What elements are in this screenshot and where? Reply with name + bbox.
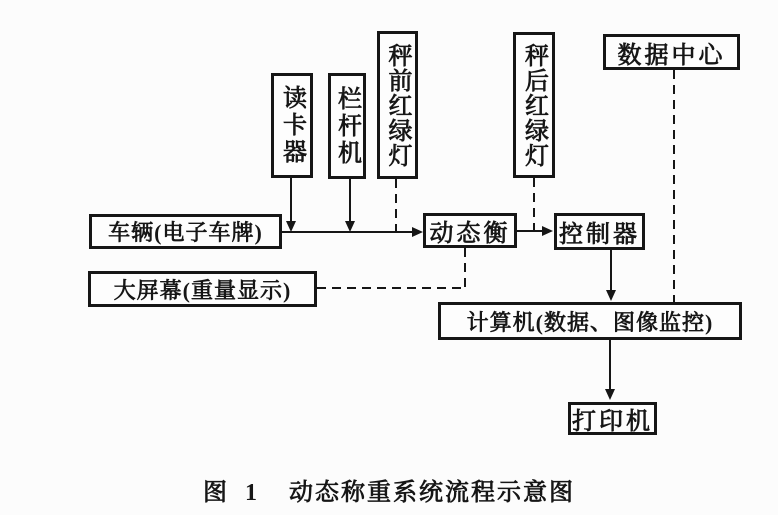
arrowhead-controller-computer [606,290,616,301]
figure-caption-number: 图 1 [203,480,263,506]
node-big-screen [88,271,317,307]
figure-caption-title: 动态称重系统流程示意图 [289,480,575,506]
connector-card-reader [290,178,292,223]
node-card-reader-label: 读卡器 [278,85,305,166]
node-post-scale-light-label: 秤后红绿灯 [520,42,547,168]
node-barrier-gate-label: 栏杆机 [333,85,360,167]
node-printer-label: 打印机 [572,409,653,435]
node-printer [568,402,657,435]
arrowhead-vehicle-scale [412,227,423,237]
connector-post-scale-light [533,178,535,230]
node-barrier-gate [328,73,366,179]
connector-vehicle-scale [282,231,413,233]
connector-scale-controller [517,230,543,232]
figure-caption [0,472,778,507]
arrowhead-computer-printer [605,389,615,400]
connector-data-center-computer [673,70,675,302]
connector-pre-scale-light [395,179,397,232]
node-computer-label: 计算机(数据、图像监控) [466,309,714,335]
node-dynamic-scale [423,213,517,248]
arrowhead-scale-controller [542,226,553,236]
node-pre-scale-light [377,31,418,179]
node-controller-label: 控制器 [559,222,640,248]
connector-controller-computer [610,250,612,291]
node-computer [438,302,742,340]
node-data-center [603,34,740,70]
node-pre-scale-light-label: 秤前红绿灯 [384,42,410,168]
connector-scale-big-screen-vertical [464,248,466,289]
connector-barrier-gate [349,179,351,223]
node-vehicle [89,214,282,249]
node-dynamic-scale-label: 动态衡 [429,221,511,247]
node-post-scale-light [513,32,555,178]
node-data-center-label: 数据中心 [617,42,726,69]
connector-computer-printer [609,340,611,390]
node-controller [554,213,645,250]
node-card-reader [271,73,313,178]
node-big-screen-label: 大屏幕(重量显示) [113,277,292,303]
node-vehicle-label: 车辆(电子车牌) [108,220,263,245]
connector-big-screen-horizontal [317,287,466,289]
